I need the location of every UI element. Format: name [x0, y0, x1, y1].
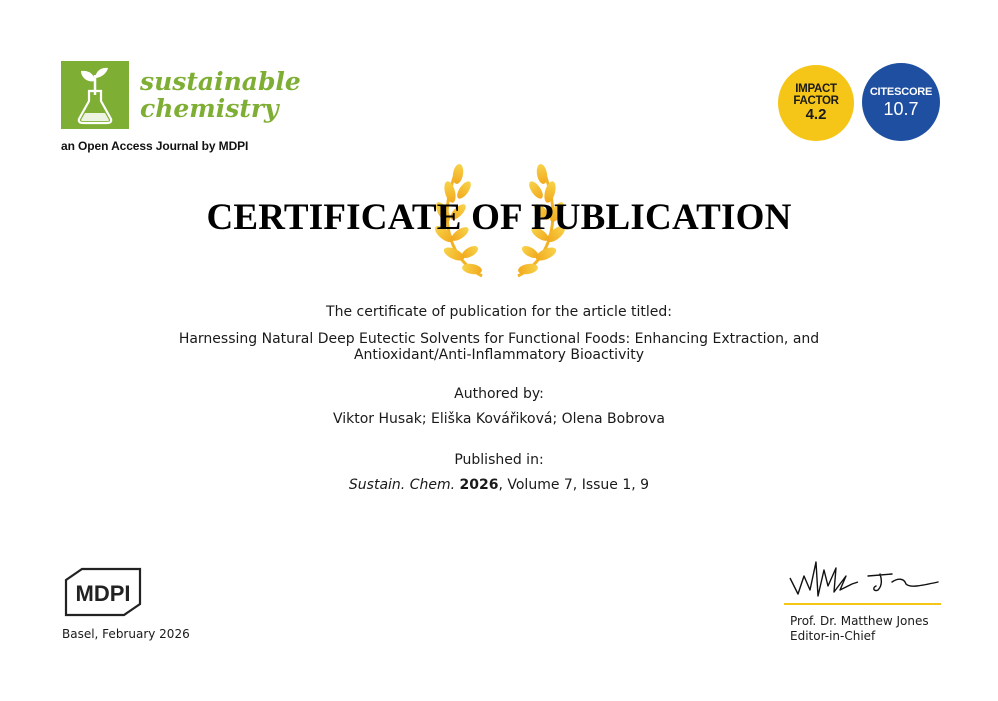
journal-abbreviation: Sustain. Chem.: [348, 477, 456, 493]
publication-year: 2026: [459, 477, 499, 493]
authored-heading: Authored by:: [454, 386, 544, 402]
article-title: [0, 331, 998, 363]
citescore-badge: [862, 63, 940, 141]
journal-name: [140, 68, 301, 122]
citescore-label: CITESCORE: [869, 85, 933, 98]
journal-logo-icon: [61, 61, 129, 129]
signature-line: [784, 603, 941, 605]
journal-subtitle: an Open Access Journal by MDPI: [61, 139, 249, 153]
place-date: Basel, February 2026: [62, 627, 190, 641]
published-heading: Published in:: [454, 452, 544, 468]
mdpi-logo-icon: [62, 566, 144, 622]
authors-list: Viktor Husak; Eliška Kovářiková; Olena Bobrova: [332, 411, 665, 427]
article-title-line2: Antioxidant/Anti-Inflammatory Bioactivity: [353, 347, 645, 363]
certificate-intro: The certificate of publication for the article titled:: [326, 304, 672, 320]
volume-issue: , Volume 7, Issue 1, 9: [498, 477, 650, 493]
journal-name-line2: chemistry: [140, 94, 279, 123]
certificate-title: CERTIFICATE OF PUBLICATION: [206, 197, 792, 238]
impact-factor-badge: [778, 65, 854, 141]
editor-role: Editor-in-Chief: [790, 629, 876, 643]
editor-name: Prof. Dr. Matthew Jones: [790, 614, 929, 628]
article-title-line1: Harnessing Natural Deep Eutectic Solvents for Functional Foods: Enhancing Extraction, and: [178, 331, 820, 347]
publication-citation: [0, 477, 998, 493]
citescore-value: 10.7: [883, 98, 919, 119]
impact-factor-value: 4.2: [805, 106, 827, 123]
flask-sprout-icon: [61, 61, 129, 129]
editor-block: [790, 614, 929, 644]
publisher-logo-text: MDPI: [75, 581, 131, 606]
signature-icon: [788, 556, 942, 606]
journal-name-line1: sustainable: [140, 67, 301, 96]
impact-factor-label-line1: IMPACT: [795, 83, 837, 95]
impact-factor-label-line2: FACTOR: [793, 95, 839, 107]
